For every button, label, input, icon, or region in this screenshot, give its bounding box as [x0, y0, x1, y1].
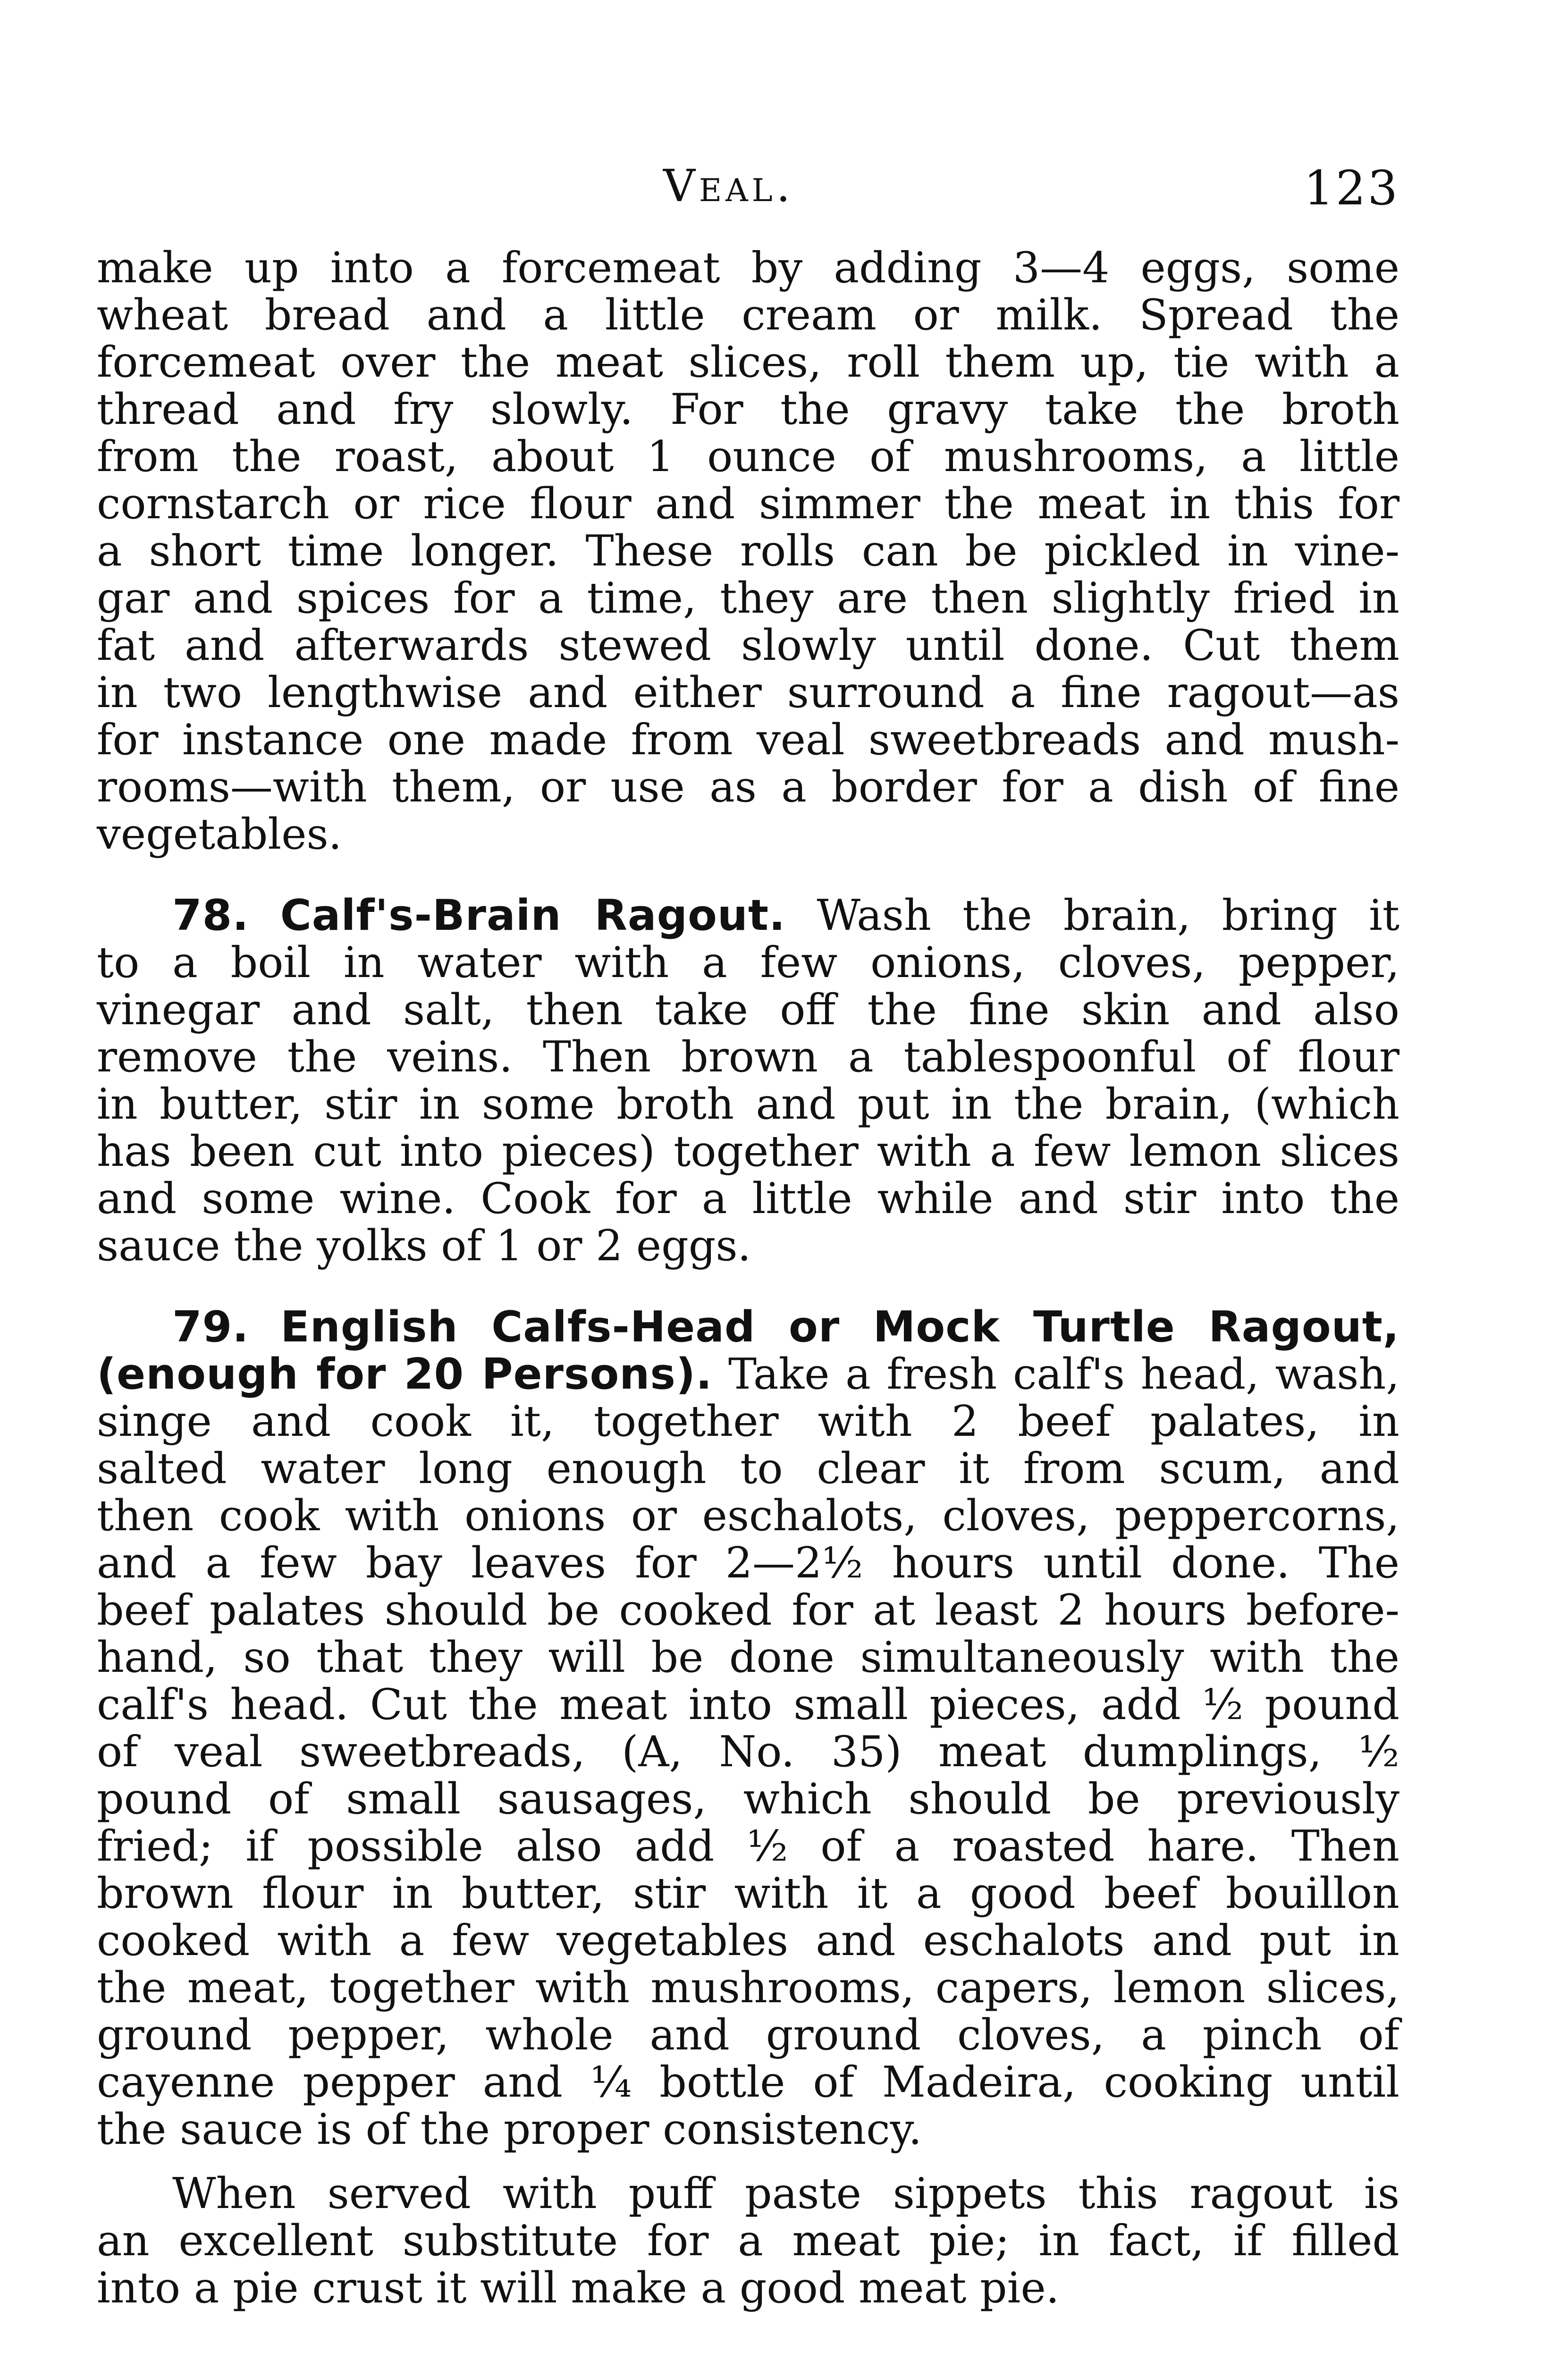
text-line: gar and spices for a time, they are then slightly fried in	[97, 573, 1399, 623]
running-title: Veal.	[663, 160, 794, 212]
running-head	[97, 160, 1399, 227]
text-line: vinegar and salt, then take off the fine skin and also	[97, 985, 1399, 1035]
text-line: cornstarch or rice flour and simmer the meat in this for	[97, 479, 1399, 529]
paragraph-gap	[97, 1270, 1399, 1304]
text-line: hand, so that they will be done simultaneously with the	[97, 1633, 1399, 1682]
paragraph-continuation	[97, 244, 1399, 858]
text-line: singe and cook it, together with 2 beef palates, in	[97, 1397, 1399, 1446]
text-line: pound of small sausages, which should be previously	[97, 1774, 1399, 1824]
recipe-78	[97, 892, 1399, 1270]
recipe-heading-line	[97, 1351, 1399, 1398]
text-line: an excellent substitute for a meat pie; in fact, if filled	[97, 2216, 1399, 2266]
text-line: rooms—with them, or use as a border for a dish of fine	[97, 762, 1399, 812]
text-line: for instance one made from veal sweetbreads and mush-	[97, 715, 1399, 765]
recipe-title-continuation: (enough for 20 Persons).	[97, 1349, 713, 1399]
text-line: forcemeat over the meat slices, roll them up, tie with a	[97, 337, 1399, 387]
recipe-number: 79.	[172, 1302, 249, 1352]
text-line: remove the veins. Then brown a tablespoonful of flour	[97, 1032, 1399, 1082]
text-line: ground pepper, whole and ground cloves, a pinch of	[97, 2010, 1399, 2060]
text-line: from the roast, about 1 ounce of mushrooms, a little	[97, 432, 1399, 481]
recipe-number: 78.	[172, 891, 249, 940]
text-line: a short time longer. These rolls can be pickled in vine-	[97, 526, 1399, 576]
text-line: then cook with onions or eschalots, cloves, peppercorns,	[97, 1491, 1399, 1541]
text-line: to a boil in water with a few onions, cloves, pepper,	[97, 938, 1399, 987]
paragraph-gap	[97, 858, 1399, 892]
text-run: Take a fresh calf's head, wash,	[728, 1349, 1400, 1399]
text-line: salted water long enough to clear it from scum, and	[97, 1444, 1399, 1493]
text-line: cooked with a few vegetables and eschalots and put in	[97, 1916, 1399, 1965]
text-line: into a pie crust it will make a good meat pie.	[97, 2263, 1060, 2313]
text-line: thread and fry slowly. For the gravy take the broth	[97, 385, 1399, 434]
text-line: in two lengthwise and either surround a fine ragout—as	[97, 668, 1399, 717]
recipe-79	[97, 1304, 1399, 2153]
text-line: fat and afterwards stewed slowly until done. Cut them	[97, 621, 1399, 670]
text-line: and a few bay leaves for 2—2½ hours until done. The	[97, 1538, 1399, 1588]
text-line: the meat, together with mushrooms, capers, lemon slices,	[97, 1963, 1399, 2013]
text-line: has been cut into pieces) together with a few lemon slices	[97, 1127, 1399, 1176]
text-line: wheat bread and a little cream or milk. Spread the	[97, 290, 1399, 340]
text-line: of veal sweetbreads, (A, No. 35) meat dumplings, ½	[97, 1727, 1399, 1777]
paragraph-gap	[97, 2153, 1399, 2170]
text-line: make up into a forcemeat by adding 3—4 eggs, some	[97, 243, 1399, 293]
text-line: calf's head. Cut the meat into small pieces, add ½ pound	[97, 1680, 1399, 1729]
recipe-heading-line	[97, 892, 1399, 939]
text-line: and some wine. Cook for a little while and stir into the	[97, 1174, 1399, 1223]
text-line: When served with puff paste sippets this ragout is	[172, 2169, 1399, 2218]
recipe-title: Calf's-Brain Ragout.	[280, 891, 786, 940]
text-line: cayenne pepper and ¼ bottle of Madeira, cooking until	[97, 2057, 1399, 2107]
text-line: in butter, stir in some broth and put in the brain, (which	[97, 1079, 1399, 1129]
text-line: brown flour in butter, stir with it a good beef bouillon	[97, 1869, 1399, 1918]
paragraph-closing	[97, 2170, 1399, 2312]
text-run: Wash the brain, bring it	[817, 891, 1400, 940]
recipe-heading-line	[97, 1304, 1399, 1351]
recipe-title: English Calfs-Head or Mock Turtle Ragout,	[280, 1302, 1400, 1352]
text-line: the sauce is of the proper consistency.	[97, 2105, 922, 2154]
text-block	[97, 244, 1399, 2312]
page-number: 123	[1304, 160, 1399, 216]
text-line: sauce the yolks of 1 or 2 eggs.	[97, 1221, 751, 1271]
text-line: beef palates should be cooked for at least 2 hours before-	[97, 1585, 1399, 1635]
text-line: fried; if possible also add ½ of a roasted hare. Then	[97, 1821, 1399, 1871]
text-line: vegetables.	[97, 809, 342, 859]
